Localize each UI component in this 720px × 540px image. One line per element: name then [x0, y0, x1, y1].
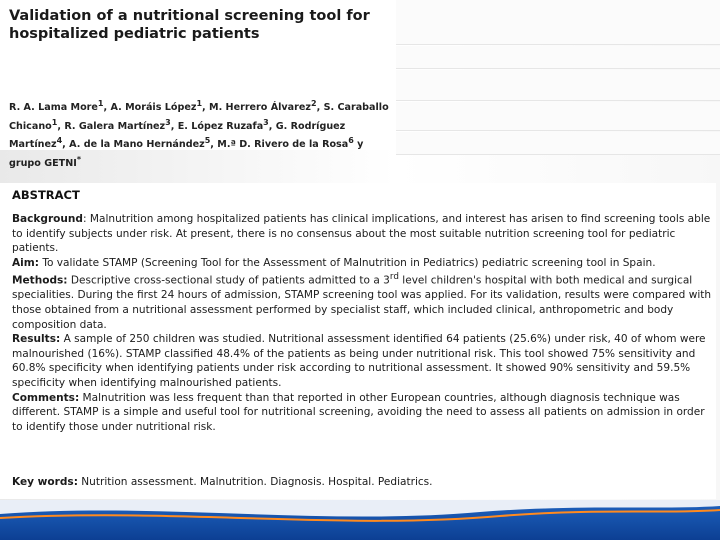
abstract-heading: ABSTRACT — [12, 188, 80, 202]
background-label: Background — [12, 213, 83, 225]
aim-text: To validate STAMP (Screening Tool for the Assessment of Malnutrition in Pediatrics) pediatric screening tool in Spain. — [39, 256, 656, 269]
methods-label: Methods: — [12, 274, 68, 287]
author: G. Rodríguez Martínez$^4$, — [9, 120, 346, 151]
background-stripes — [396, 0, 720, 185]
slide-footer-bar — [0, 500, 720, 540]
methods-superscript: rd — [389, 272, 399, 283]
author: M. Herrero Álvarez$^2$, — [209, 99, 324, 114]
author-group: y grupo GETNI* — [9, 139, 364, 169]
aim-label: Aim: — [12, 256, 39, 269]
comments-label: Comments: — [12, 391, 80, 404]
comments-text: Malnutrition was less frequent than that reported in other European countries, although diagnosis technique was different. STAMP is a simple and useful tool for nutritional screening, avoiding the need to assess all patients on admission in order to identify those under nutritional risk. — [12, 391, 705, 433]
abstract-results — [12, 332, 712, 390]
results-text: A sample of 250 children was studied. Nutritional assessment identified 64 patients (25.6%) under risk, 40 of whom were malnourished (16%). STAMP classified 48.4% of the patients as being under nutritional risk. This tool showed 75% sensitivity and 60.8% specificity when identifying patients under risk according to nutritional assessment. It showed 90% sensitivity and 59.5% specificity when identifying malnourished patients. — [12, 333, 706, 390]
abstract-background — [12, 212, 712, 256]
author: E. López Ruzafa$^3$, — [177, 117, 276, 132]
abstract-comments — [12, 391, 712, 435]
methods-text-a: Descriptive cross-sectional study of patients admitted to a 3 — [67, 274, 390, 287]
keywords-label: Key words: — [12, 476, 78, 488]
author: A. Moráis López$^1$, — [110, 99, 210, 114]
author-list — [9, 97, 393, 171]
results-label: Results: — [12, 333, 61, 346]
title-line-1: Validation of a nutritional screening tool for — [9, 8, 370, 24]
background-text: : Malnutrition among hospitalized patients has clinical implications, and interest has arisen to find screening tools able to identify subjects under risk. At present, there is no consensus about the most suitable nutrition screening tool for pediatric patients. — [12, 213, 711, 255]
author: S. Caraballo Chicano$^1$, — [9, 102, 389, 132]
author: R. Galera Martínez$^3$, — [64, 117, 178, 132]
abstract-methods — [12, 270, 712, 332]
keywords-text: Nutrition assessment. Malnutrition. Diagnosis. Hospital. Pediatrics. — [77, 476, 433, 488]
author: A. de la Mano Hernández$^5$, — [69, 136, 218, 151]
abstract-aim — [12, 256, 712, 271]
paper-title — [9, 7, 389, 43]
author: M.ª D. Rivero de la Rosa$^6$ — [217, 136, 354, 151]
title-line-2: hospitalized pediatric patients — [9, 26, 260, 42]
abstract-body — [12, 212, 712, 434]
keywords — [12, 475, 712, 489]
methods-text-b: level children's hospital with both medical and surgical specialities. During the first 24 hours of admission, STAMP screening tool was applied. For its validation, results were compared with those obtained from a nutritional assessment performed by specialist staff, which included clinical, anthropometric and body composition data. — [12, 274, 712, 331]
author: R. A. Lama More$^1$, — [9, 99, 111, 114]
